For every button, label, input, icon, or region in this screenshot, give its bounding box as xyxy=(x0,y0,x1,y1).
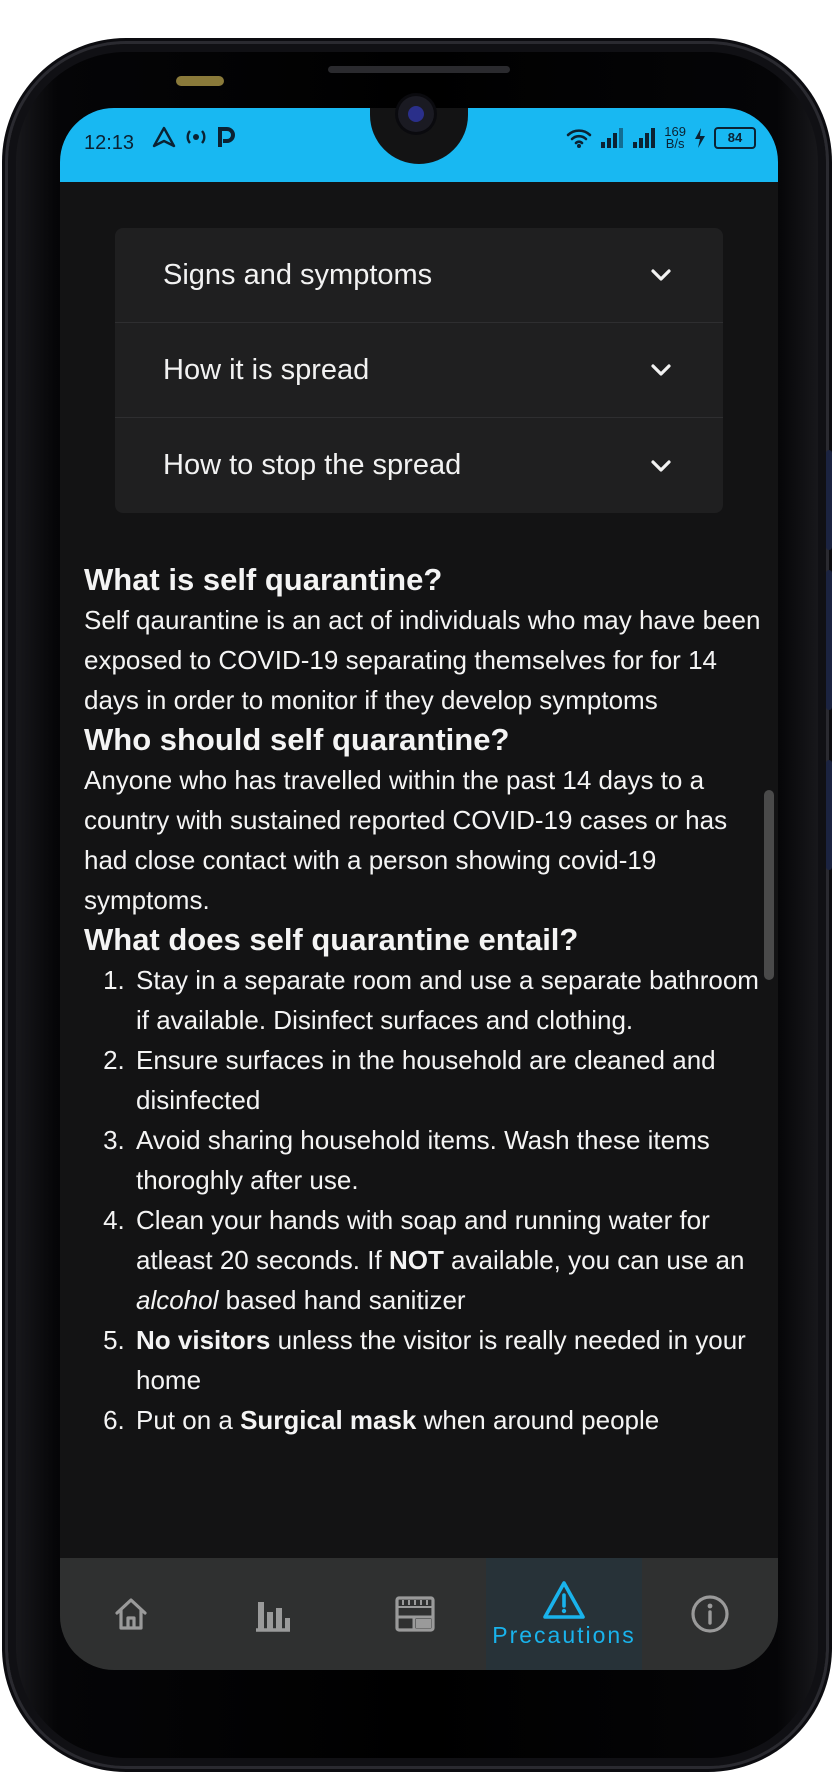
chevron-down-icon xyxy=(649,263,673,287)
info-icon xyxy=(690,1594,730,1634)
section-heading: What is self quarantine? xyxy=(84,562,443,597)
proximity-sensor xyxy=(176,76,224,86)
section-heading: Who should self quarantine? xyxy=(84,722,510,757)
list-item xyxy=(132,1120,764,1200)
scroll-indicator xyxy=(764,790,774,980)
parking-app-icon xyxy=(216,126,236,148)
volume-up-button xyxy=(826,450,832,550)
network-speed xyxy=(664,126,686,150)
battery-indicator: 84 xyxy=(714,127,756,149)
nav-info[interactable] xyxy=(642,1558,778,1670)
section-body: Anyone who has travelled within the past 14 days to a country with sustained reported COVID-19 cases or has had close contact with a person showing covid-19 symptoms. xyxy=(84,765,728,915)
list-item-text: Stay in a separate room and use a separate bathroom if available. Disinfect surfaces and clothing. xyxy=(136,965,759,1035)
quarantine-steps-list xyxy=(84,960,764,1440)
chevron-down-icon xyxy=(649,358,673,382)
status-notifications xyxy=(152,126,236,148)
list-item-text: based hand sanitizer xyxy=(218,1285,466,1315)
nav-home[interactable] xyxy=(60,1558,202,1670)
accordion-label: How to stop the spread xyxy=(163,449,462,481)
accordion-label: How it is spread xyxy=(163,353,370,386)
volume-down-button xyxy=(826,570,832,710)
signal-icon-2 xyxy=(632,128,656,148)
list-item-text: Clean your hands with soap and running water for atleast 20 seconds. If xyxy=(136,1205,710,1275)
section-heading: What does self quarantine entail? xyxy=(84,922,579,957)
speed-unit: B/s xyxy=(665,136,685,151)
status-system-icons xyxy=(566,126,756,150)
accordion-signs-symptoms[interactable] xyxy=(115,228,723,323)
quarantine-content xyxy=(84,560,764,1440)
list-item xyxy=(132,1040,764,1120)
list-item-text: Put on a xyxy=(136,1405,241,1435)
signal-icon xyxy=(600,128,624,148)
chevron-down-icon xyxy=(649,454,673,478)
accordion-label: Signs and symptoms xyxy=(163,258,433,291)
navigation-arrow-icon xyxy=(152,126,176,148)
hotspot-icon xyxy=(184,126,208,148)
accordion-how-spread[interactable] xyxy=(115,323,723,418)
news-icon xyxy=(394,1595,436,1633)
list-item-text: when around people xyxy=(416,1405,660,1435)
earpiece-speaker xyxy=(328,66,510,73)
bottom-navigation xyxy=(60,1558,778,1670)
list-item-text: unless the visitor is really needed in your home xyxy=(136,1325,746,1395)
list-item-emphasis: Surgical mask xyxy=(240,1405,417,1435)
list-item xyxy=(132,1200,764,1320)
list-item xyxy=(132,960,764,1040)
list-item-text: Ensure surfaces in the household are cleaned and disinfected xyxy=(136,1045,716,1115)
speed-value: 169 xyxy=(664,124,686,139)
warning-icon xyxy=(542,1580,586,1620)
nav-precautions-label: Precautions xyxy=(492,1621,636,1648)
list-item xyxy=(132,1400,764,1440)
list-item-text: Avoid sharing household items. Wash these items thoroghly after use. xyxy=(136,1125,710,1195)
section-body: Self qaurantine is an act of individuals who may have been exposed to COVID-19 separating themselves for for 14 days in order to monitor if they develop symptoms xyxy=(84,605,761,715)
info-accordion xyxy=(115,228,723,513)
home-icon xyxy=(111,1594,151,1634)
nav-precautions[interactable] xyxy=(486,1558,642,1670)
list-item-emphasis: NOT xyxy=(388,1245,444,1275)
charging-icon xyxy=(694,128,706,148)
list-item-emphasis: No visitors xyxy=(136,1325,271,1355)
nav-news[interactable] xyxy=(344,1558,486,1670)
screen xyxy=(60,108,778,1670)
front-camera xyxy=(398,96,434,132)
wifi-icon xyxy=(566,127,592,149)
bar-chart-icon xyxy=(252,1594,294,1634)
nav-stats[interactable] xyxy=(202,1558,344,1670)
accordion-stop-spread[interactable] xyxy=(115,418,723,513)
power-button xyxy=(826,760,832,870)
list-item-text: available, you can use an xyxy=(443,1245,745,1275)
list-item xyxy=(132,1320,764,1400)
status-time: 12:13 xyxy=(84,132,135,154)
list-item-italic: alcohol xyxy=(136,1285,219,1315)
